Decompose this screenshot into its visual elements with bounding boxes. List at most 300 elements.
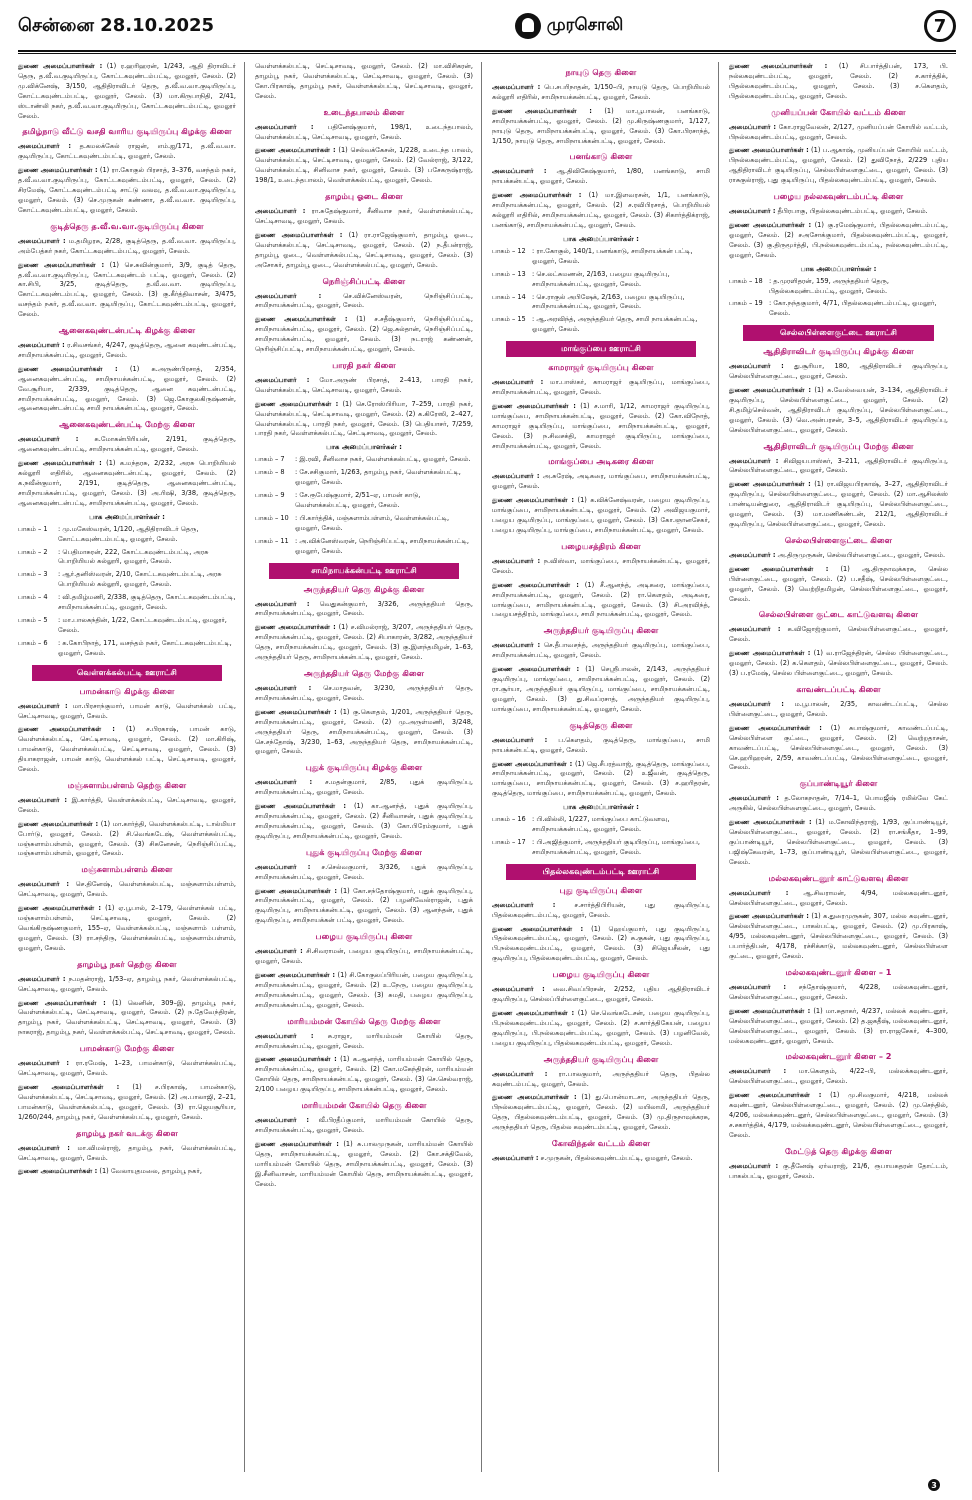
booth-number: பாகம் – 16 [492,815,526,824]
office-bearer-paragraph [492,402,710,452]
branch-heading: அருந்ததியர் தெரு மேற்கு கிளை [303,667,425,678]
branch-heading: அருந்ததியர் குடியிருப்பு கிளை [543,1053,659,1064]
member-details: தீபிரபாகு, பிதல்லகவுண்டம்பட்டி, ஓமலூர், சேலம். [777,207,928,216]
role-label: துணை அமைப்பாளர்கள் : [255,971,336,979]
member-details: ஆ.சிவராமன், 4/94, மல்லகவுண்டனூர், செல்லபிள்ளைகுட்டை, ஓமலூர், சேலம். [729,888,948,907]
office-bearer-paragraph [18,1167,236,1177]
role-label: துணை அமைப்பாளர்கள் : [255,707,337,716]
role-label: துணை அமைப்பாளர்கள் : [255,315,348,324]
office-bearer-paragraph [255,231,473,271]
office-bearer-paragraph [492,83,710,103]
office-bearer-paragraph [18,237,236,257]
office-bearer-paragraph [492,985,710,1005]
member-details: ரா.ரமேஷ், 1–23, பாமன்காடு, வெள்ளக்கல்பட்டி, செட்டிசாவடி, ஓமலூர், சேலம். [18,1059,236,1078]
member-details: கோ.ராஜவேலன், 2/127, முனியப்பன் கோயில் வட்டம், பிநல்லகவுண்டம்பட்டி, ஓமலூர், சேலம். [729,122,948,141]
office-bearer-paragraph [492,378,710,398]
member-details: (1) லெனின், 309–இ, தாழம்பூ நகர், வெள்ளக்கல்பட்டி, செட்டிசாவடி, ஓமலூர், சேலம். (2) ந.தேவேந்திரன், தாழம்பூ நகர், வெள்ளக்கல்பட்டி, செட்டிசாவடி, ஓமலூர், சேலம். (3) நாகராஜ், தாழம்பூ நகர், வெள்ளக்கல்பட்டி, செட்டிசாவடி, ஓமலூர், சேலம். [18,998,236,1037]
booth-row [492,815,710,835]
role-label: அமைப்பாளர் : [255,862,311,871]
member-details: சிவிஜயபாஸ்கர், 3–211, ஆதிதிராவிடர் குடியிருப்பு, செல்லபிள்ளைகுட்டை, ஓமலூர், சேலம். [729,456,948,475]
role-label: அமைப்பாளர் : [729,983,787,991]
role-label: அமைப்பாளர் : [492,378,544,387]
branch-heading: ஆதிதிராவிடர் குடியிருப்பு கிழக்கு கிளை [763,346,914,357]
member-details: (1) ம.கோவிந்தராஜ், 1/93, குப்பாண்டியூர், செல்லபிள்ளைகுட்டை, ஓமலூர், சேலம். (2) ரா.சங்கீதா, 1–99, குப்பாண்டியூர், செல்லபிள்ளைகுட்டை, ஓமலூர், சேலம். (3) பஜிஷ்கேவரன், 1–73, குப்பாண்டியூர், செல்லபிள்ளைகுட்டை, ஓமலூர், சேலம். [729,818,948,866]
booth-coordinator: : கோ.நந்தகுமார், 4/71, பிதல்லகவுண்டம்பட்டி, ஓமலூர், சேலம். [769,299,937,318]
role-label: அமைப்பாளர் : [255,207,306,216]
office-bearer-paragraph [729,221,948,261]
role-label: அமைப்பாளர் : [729,122,777,131]
role-label: துணை அமைப்பாளர்கள் : [18,1167,98,1176]
office-bearer-paragraph [729,983,948,1003]
booth-number: பாகம் – 8 [255,468,285,477]
role-label: துணை அமைப்பாளர்கள் : [18,998,106,1007]
role-label: அமைப்பாளர் : [255,1031,314,1040]
booth-row [255,537,473,557]
booth-row [255,514,473,534]
masthead-rule [18,50,956,54]
role-label: அமைப்பாளர் : [255,122,314,131]
member-details: செ.மாதவன், 3/230, அருந்ததியர் தெரு, சாமிநாயக்கன்பட்டி, ஓமலூர், சேலம். [255,683,473,702]
branch-heading: மஞ்சுளாம்பள்ளம் தெற்கு கிளை [67,779,187,790]
member-details: (1) சி.பார்த்திபன், 173, பி. நல்லகவுண்டம்பட்டி, ஓமலூர், சேலம். (2) ச.கார்த்திக், பிதல்லகவுண்டம்பட்டி, ஓமலூர், சேலம். (3) ச.கௌதம், பிதல்லகவுண்டம்பட்டி, ஓமலூர், சேலம். [729,62,948,100]
booth-coordinator: : இ.ரவி, சீனிவாச நகர், வெள்ளக்கல்பட்டி, ஓமலூர், சேலம். [295,455,471,464]
member-details: (1) ஜெ.சீபரத்வாஜ், குடித்தெரு, மாங்குப்பை, சாமிநாயக்கன்பட்டி, ஓமலூர், சேலம். (2) உஜீவன், குடித்தெரு, மாங்குப்பை, சாமிநாயக்கன்பட்டி, ஓமலூர், சேலம். (3) ச.ஹரிதரன், குடித்தெரு, மாங்குப்பை, சாமிநாயக்கன்பட்டி, ஓமலூர், சேலம். [492,759,710,798]
booth-row [18,525,236,545]
branch-heading: பாரதி நகர் கிளை [332,359,396,370]
branch-heading: அருந்ததியர் குடியிருப்பு கிளை [543,625,659,636]
role-label: துணை அமைப்பாளர்கள் : [18,459,102,468]
member-details: ஆ.திவிகேஷ்குமார், 1/80, பனங்காடு, சாமி நாயக்கன்பட்டி, ஓமலூர், சேலம். [492,167,710,186]
member-details: மா.பிரசாந்குமார், பாமன் காடு, வெள்ளக்கல் பட்டி, செட்டிசாவடி, ஓமலூர், சேலம். [18,701,236,720]
booth-row [18,639,236,659]
member-details: (1) ப.ஆகாஷ், முனியப்பன் கோயில் வட்டம், பிநல்லகவுண்டம்பட்டி, ஓமலூர், சேலம். (2) துவிநோத், 2/229 புதிய ஆதிதிராவிடர் குடியிருப்பு, செல்லபிள்ளைகுட்டை, ஓமலூர், சேலம். (3) ராசுகுல்ராஜ், புது குடியிருப்பு, பிதல்லகவுண்டம்பட்டி, ஓமலூர், சேலம். [729,146,948,185]
member-details: (1) ஹெய்குமார், புது குடியிருப்பு, பிதல்லகவுண்டம்பட்டி, ஓமலூர், சேலம். (2) சு.குகன், புது குடியிருப்பு, பி.நல்லகவுண்டம்பட்டி, ஓமலூர், சேலம். (3) சிஜெயசீலன், புது குடியிருப்பு, பிதல்லகவுண்டம்பட்டி, ஓமலூர், சேலம். [492,924,710,963]
role-label: அமைப்பாளர் : [729,550,776,559]
role-label: துணை அமைப்பாளர்கள் : [729,386,811,395]
role-label: அமைப்பாளர் : [492,472,540,481]
office-bearer-paragraph [18,725,236,775]
member-details: த.கமலக்கேல் ராஜன், எம்.ஐ/171, த.வீ.வ.வா. குடியிருப்பு, கோட்டகவுண்டம்பட்டி, ஓமலூர், சேலம். [18,142,236,161]
role-label: துணை அமைப்பாளர்கள் : [492,106,592,115]
branch-heading: தாழம்பூ நகர் வடக்கு கிளை [76,1127,178,1138]
role-label: அமைப்பாளர் : [255,1116,309,1125]
member-details: (1) ரா.ராஜேஷ்குமார், தாழம்பூ ஓடை, வெள்ளக்கல்பட்டி, செட்டிசாவடி, ஓமலூர், சேலம். (2) ந.தீபன்ராஜ், தாழம்பூ ஓடை, வெள்ளக்கல்பட்டி, செட்டிசாவடி, ஓமலூர், சேலம். (3) அசோகர், தாழம்பூ ஓடை, வெள்ளக்கல்பட்டி, ஓமலூர், சேலம். [255,230,473,269]
panchayat-band: மாங்குப்பை ஊராட்சி [506,341,696,357]
branch-heading: பாமன்காடு மேற்கு கிளை [79,1043,175,1054]
member-details: (1) க.மந்தரசு, 2/232, அரசு பொறியியல் கல்லூரி எதிரில், ஆனைகவுண்டன்பட்டி, ஓமலூர், சேலம். (2) க.நவீன்குமார், 2/191, குடித்தெரு, ஆனைகவுண்டன்பட்டி, சாமிநாயக்கன்பட்டி, ஓமலூர், சேலம். (3) அ.ரிஷி, 3/38, குடித்தெரு, ஆனைகவுண்டன்பட்டி, சாமிநாயக்கன்பட்டி, ஓமலூர், சேலம். [18,459,236,507]
member-details: அ.திருமுருகன், செல்லபிள்ளைகுட்டை, ஓமலூர், சேலம். [777,550,946,559]
role-label: துணை அமைப்பாளர்கள் : [18,166,98,175]
role-label: அமைப்பாளர் : [729,794,779,803]
booth-row [492,315,710,335]
member-details: சு.ராஜா, மாரியம்மன் கோயில் தெரு, சாமிநாயக்கன்பட்டி, ஓமலூர், சேலம். [255,1031,473,1050]
booth-number: பாகம் – 5 [18,615,48,624]
booth-coordinator: : த.முரளிதரன், 159, அருந்ததியர் தெரு, பிதல்லகவுண்டம்பட்டி, ஓமலூர், சேலம். [769,276,889,295]
booth-row [729,299,948,319]
booth-coordinator: : க.கோபிநாத், 171, வசந்தம் நகர், கோட்டகவுண்டம்பட்டி, ஓமலூர், சேலம். [58,638,232,657]
role-label: அமைப்பாளர் : [492,900,556,909]
member-details: (1) ஏ.பூபால், 2–179, வெள்ளக்கல் பட்டி, மஞ்சுளாம்பள்ளம், செட்டிசாவடி, ஓமலூர், சேலம். (2) வெங்கிருஷ்ணகுமார், 155–ஏ, வெள்ளக்கல்பட்டி, மஞ்சுளாம் பள்ளம், ஓமலூர், சேலம். (3) ரா.சந்திரு, வெள்ளக்கல்பட்டி, மஞ்சுளாம்பள்ளம், ஓமலூர், சேலம். [18,904,236,952]
panchayat-band: செல்லபிள்ளைகுட்டை ஊராட்சி [743,325,934,341]
booth-coordinator: : பி.கார்த்திக், மஞ்சுளாம்பள்ளம், வெள்ளக்கல்பட்டி, ஓமலூர், சேலம். [295,513,450,532]
booth-number: பாகம் – 17 [492,837,526,846]
office-bearer-paragraph [18,1144,236,1164]
role-label: துணை அமைப்பாளர்கள் : [729,480,811,489]
booth-row [18,570,236,590]
booth-number: பாகம் – 19 [729,299,763,308]
office-bearer-paragraph [255,971,473,1011]
member-details: செ.விக்னேஸ்வரன், நெரிஞ்சிப்பட்டி, சாமிநாயக்கன்பட்டி, ஓமலூர், சேலம். [255,291,473,310]
booth-coordinator: : சே.ரூபேஷ்குமார், 2/51–ஏ, பாமன் காடு, வெள்ளக்கல்பட்டி, ஓமலூர், சேலம். [295,491,421,509]
member-details: மா.விமல்ராஜ், தாழம்பூ நகர், வெள்ளக்கல்பட்டி, செட்டிசாவடி, ஓமலூர், சேலம். [18,1143,236,1162]
office-bearer-paragraph [729,480,948,530]
branch-heading: நாயுடு தெரு கிளை [565,67,637,77]
column-4 [729,62,956,1472]
member-details: ந.விஸ்வா, மாங்குப்பை, சாமிநாயக்கன்பட்டி, ஓமலூர், சேலம். [492,556,710,575]
member-details: (1) கு.கௌதம், 1/201, அருந்ததியர் தெரு, சாமிநாயக்கன்பட்டி, ஓமலூர், சேலம். (2) மு.அருள்மணி, 3/248, அருந்ததியர் தெரு, சாமிநாயக்கன்பட்டி, ஓமலூர், சேலம். (3) செ.சந்தோஷ், 3/230, 1–63, அருந்ததியர் தெரு, சாமிநாயக்கன்பட்டி, ஓமலூர், சேலம். [255,707,473,756]
member-details: பதினேஷ்குமார், 198/1, உடைந்தபாலம், வெள்ளக்கல்பட்டி, செட்டிசாவடி, ஓமலூர், சேலம். [255,122,473,141]
booth-row [492,838,710,858]
role-label: அமைப்பாளர் : [492,556,541,565]
booth-coordinator: : அ.விக்னேஸ்வரன், நெரிஞ்சிப்பட்டி, சாமிநாயக்கன்பட்டி, ஓமலூர், சேலம். [295,536,470,555]
role-label: துணை அமைப்பாளர்கள் : [492,496,575,505]
branch-heading: தாழம்பு ஓடை கிளை [325,191,403,202]
booth-subheading: பாக அமைப்பாளர்கள் : [563,234,639,243]
branch-heading: காவண்டப்பட்டி கிளை [796,683,881,694]
branch-heading: நெரிஞ்சிப்பட்டி கிளை [322,275,406,286]
member-details: (1) ச.சதீஷ்குமார், நெரிஞ்சிப்பட்டி, சாமிநாயக்கன்பட்டி, ஓமலூர், சேலம். (2) ஜெ.சுல்தான், நெரிஞ்சிப்பட்டி, சாமிநாயக்கன்பட்டி, ஓமலூர், சேலம். (3) நடராஜ் கண்ணன், நெரிஞ்சிப்பட்டி, சாமிநாயக்கன்பட்டி, ஓமலூர், சேலம். [255,315,473,354]
role-label: துணை அமைப்பாளர்கள் : [255,886,337,895]
member-details: ம.பூபாலன், 2/35, காவண்டப்பட்டி, செல்ல பிள்ளைகுட்டை, ஓமலூர், சேலம். [729,699,948,718]
role-label: துணை அமைப்பாளர்கள் : [255,623,336,632]
member-details: ச.செல்வகுமார், 3/326, புதுக் குடியிருப்பு, சாமிநாயக்கன்பட்டி, ஓமலூர், சேலம். [255,862,473,881]
office-bearer-paragraph [18,341,236,361]
role-label: அமைப்பாளர் : [18,435,79,444]
office-bearer-paragraph [492,641,710,661]
member-details: செ.தினேஷ், வெள்ளக்கல்பட்டி, மஞ்சுளாம்பள்ளம், செட்டிசாவடி, ஓமலூர், சேலம். [18,880,236,899]
role-label: அமைப்பாளர் : [729,625,781,634]
role-label: துணை அமைப்பாளர்கள் : [18,725,115,734]
office-bearer-paragraph [729,386,948,436]
member-details: (1) ரா.கோகுல் பிரசாத், 3–376, வசந்தம் நகர், த.வீ.வ.வா.குடியிருப்பு, கோட்டகவுண்டம்பட்டி, ஓமலூர், சேலம். (2) சிரமேஷ், கோட்டகவுண்டம்பட்டி சாட்டு வலவு, த.வீ.வ.வா.குடியிருப்பு, ஓமலூர், சேலம். (3) செ.முருகன் கண்ணா, த.வீ.வ.வா. குடியிருப்பு, கோட்டகவுண்டம்பட்டி, ஓமலூர், சேலம். [18,166,236,214]
office-bearer-paragraph [729,889,948,909]
member-details: ரா.சுதேஷ்குமார், சீனிவாச நகர், வெள்ளக்கல்பட்டி, செட்டிசாவடி, ஓமலூர், சேலம். [255,207,473,225]
member-details: (1) ச.விமல்ராஜ், 3/207, அருந்ததியர் தெரு, சாமிநாயக்கன்பட்டி, ஓமலூர், சேலம். (2) சிபாகாரன், 3/282, அருந்ததியர் தெரு, சாமிநாயக்கன்பட்டி, ஓமலூர், சேலம். (3) கு.இளந்தமிழன், 1–63, அருந்ததியர் தெரு, சாமிநாயக்கன்பட்டி, ஓமலூர், சேலம். [255,623,473,662]
member-details: து.சூரியா, 180, ஆதிதிராவிடர் குடியிருப்பு, செல்லபிள்ளைகுட்டை, ஓமலூர், சேலம். [729,362,948,381]
booth-row [492,293,710,313]
role-label: துணை அமைப்பாளர்கள் : [492,1009,575,1017]
branch-heading: ஆனைகவுண்டன்பட்டி மேற்கு கிளை [59,419,195,430]
branch-heading: அருந்ததியர் தெரு கிழக்கு கிளை [303,583,425,594]
branch-heading: மாரியம்மன் கோயில் தெரு கிளை [301,1100,427,1111]
booth-coordinator: : மா.பாலசுந்தின், 1/22, கோட்டகவுண்டம்பட்டி, ஓமலூர், சேலம். [58,615,227,634]
office-bearer-paragraph [729,565,948,605]
office-bearer-paragraph [255,315,473,355]
footer-page-number: 3 [928,1479,940,1491]
role-label: அமைப்பாளர் : [729,1161,779,1170]
office-bearer-paragraph [492,191,710,231]
office-bearer-paragraph [729,625,948,645]
role-label: துணை அமைப்பாளர்கள் : [729,62,828,70]
branch-heading: ஆனைகவுண்டன்பட்டி கிழக்கு கிளை [58,325,196,336]
branch-heading: புதுக் குடியிருப்பு மேற்கு கிளை [306,846,422,857]
role-label: துணை அமைப்பாளர்கள் : [729,723,822,732]
role-label: துணை அமைப்பாளர்கள் : [492,665,580,674]
office-bearer-paragraph [255,802,473,842]
member-details: (1) மா.சுதாகர், 4/237, மல்லக் கவுண்டனூர், செல்லபிள்ளைகுட்டை, ஓமலூர், சேலம். (2) த.ஜகதீஷ், மல்லகவுண்டனூர், செல்லபிள்ளைகுட்டை, ஓமலூர், சேலம். (3) ரா.ராஜசேகர், 4–300, மல்லகவுண்டனூர், ஓமலூர், சேலம். [729,1006,948,1045]
booth-row [255,468,473,488]
office-bearer-paragraph [18,796,236,816]
booth-subheading: பாக அமைப்பாளர்கள் : [326,443,402,452]
role-label: துணை அமைப்பாளர்கள் : [729,649,811,658]
booth-number: பாகம் – 15 [492,315,526,324]
member-details: (1) மா.கார்த்தி, வெள்ளக்கல்பட்டி, டால்மியா போர்டு, ஓமலூர், சேலம். (2) சி.வெங்கடேஷ், வெள்ளக்கல்பட்டி, மஞ்சுளாம்பள்ளம், ஓமலூர், சேலம். (3) சிகனேசன், நெரிஞ்சிப்பட்டி, மஞ்சுளாம்பள்ளம், ஓமலூர், சேலம். [18,819,236,858]
booth-number: பாகம் – 2 [18,547,48,556]
member-details: க.மோகன்பிரியன், 2/191, குடித்தெரு, ஆனைகவுண்டன்பட்டி, சாமிநாயக்கன்பட்டி, ஓமலூர், சேலம். [18,435,236,454]
paper-logo-icon [515,13,541,39]
booth-subheading: பாக அமைப்பாளர்கள் : [563,803,639,812]
role-label: அமைப்பாளர் : [492,167,547,176]
role-label: துணை அமைப்பாளர்கள் : [255,1055,337,1064]
office-bearer-paragraph [492,107,710,147]
booth-number: பாகம் – 6 [18,638,48,647]
member-details: (1) சி.கோகுலப்பிரியன், பழைய குடியிருப்பு, சாமிநாயக்கன்பட்டி, ஓமலூர், சேலம். (2) உ.நேரு, பழைய குடியிருப்பு, சாமிநாயக்கன்பட்டி, ஓமலூர், சேலம். (3) சுமதி, பழைய குடியிருப்பு, சாமிநாயக்கன்பட்டி, ஓமலூர், சேலம். [255,971,473,1009]
role-label: துணை அமைப்பாளர்கள் : [255,399,339,408]
office-bearer-paragraph [18,702,236,722]
role-label: அமைப்பாளர் : [729,1067,787,1076]
role-label: துணை அமைப்பாளர்கள் : [255,230,343,239]
branch-heading: மல்லகவுண்டனூர் கிளை – 1 [785,967,892,977]
office-bearer-paragraph [729,794,948,814]
booth-subheading: பாக அமைப்பாளர்கள் : [800,264,877,273]
booth-number: பாகம் – 4 [18,593,48,602]
role-label: அமைப்பாளர் : [729,888,789,897]
member-details: ச.மதன்குமார், 2/85, புதுக் குடியிருப்பு, சாமிநாயக்கன்பட்டி, ஓமலூர், சேலம். [255,778,473,797]
role-label: அமைப்பாளர் : [255,947,303,956]
role-label: அமைப்பாளர் : [255,599,310,608]
booth-number: பாகம் – 7 [255,455,285,464]
office-bearer-paragraph [18,261,236,320]
office-bearer-paragraph [729,912,948,962]
office-bearer-paragraph [492,665,710,715]
office-bearer-paragraph [729,818,948,868]
booth-number: பாகம் – 1 [18,524,48,533]
branch-heading: புது குடியிருப்பு கிளை [559,884,643,895]
member-details: (1) க.ஆனந்த், மாரியம்மன் கோயில் தெரு, சாமிநாயக்கன்பட்டி, ஓமலூர், சேலம். (2) கோ.மகேந்திரன், மாரியம்மன் கோயில் தெரு, சாமிநாயக்கன்பட்டி, ஓமலூர், சேலம். (3) செ.செல்வராஜ், 2/100 பழைய குடியிருப்பு, சாமிநாயக்கன்பட்டி, ஓமலூர், சேலம். [255,1055,473,1094]
booth-coordinator: : வி.தமிழ்மணி, 2/338, குடித்தெரு, கோட்டகவுண்டம்பட்டி, சாமிநாயக்கன்பட்டி, ஓமலூர், சேலம். [58,593,236,612]
member-details: (1) சுபாஷ்குமார், காவண்டப்பட்டி, செல்லபிள்ளை குட்டை, ஓமலூர், சேலம். (2) வெற்றதாசன், காவண்டப்பட்டி, செல்லபிள்ளைகுட்டை, ஓமலூர், சேலம். (3) செ.ஹரிஹரன், 2/59, காவண்டப்பட்டி, செல்லபிள்ளைகுட்டை, ஓமலூர், சேலம். [729,723,948,772]
role-label: அமைப்பாளர் : [492,1069,548,1078]
office-bearer-paragraph [729,1091,948,1141]
branch-heading: கோவிந்தன் வட்டம் கிளை [551,1138,651,1149]
office-bearer-paragraph [492,496,710,536]
column-3 [492,62,719,1472]
role-label: அமைப்பாளர் : [729,699,784,708]
member-details: (1) ரா.விஜயபிரகாஷ், 3–27, ஆதிதிராவிடர் குடியிருப்பு, செல்லபிள்ளைகுட்டை, ஓமலூர், சேலம். (2) மா.ஆசிலக்ஸ் பாண்டியன்துரை, ஆதிதிராவிடர் குடியிருப்பு, செல்லபிள்ளைகுட்டை, ஓமலூர், சேலம். (3) மா.மணிகண்டன், 212/1, ஆதிதிராவிடர் குடியிருப்பு, செல்லபிள்ளைகுட்டை, ஓமலூர், சேலம். [729,480,948,528]
office-bearer-paragraph [18,904,236,954]
booth-row [492,270,710,290]
member-details: (1) ர.ஹரிஹரன், 1/243, ஆதி திராவிடர் தெரு, த.வீ.வ.குடியிருப்பு, கோட்டகவுண்டம்பட்டி, ஓமலூர், சேலம். (2) மு.விக்னேஷ், 3/150, ஆதிதிராவிடர் தெரு, த.வீ.வ.வா.குடியிருப்பு, கோட்டகவுண்டம்பட்டி, ஓமலூர், சேலம். (3) மா.கிருபாநிதி, 2/41, ஸ்டாண்லி நகர், த.வீ.வ.வா.குடியிருப்பு, கோட்டகவுண்டம்பட்டி, ஓமலூர் சேலம். [18,62,236,120]
member-details: ர.சிவசங்கர், 4/247, குடித்தெரு, ஆனை கவுண்டன்பட்டி, சாமிநாயக்கன்பட்டி, ஓமலூர், சேலம். [18,341,236,359]
masthead [18,8,956,44]
branch-heading: குடித்தெரு கிளை [569,719,633,730]
member-details: சி.சிவராமன், பழைய குடியிருப்பு, சாமிநாயக்கன்பட்டி, ஓமலூர், சேலம். [255,947,473,966]
member-details: (1) க.விக்னேஷ்வரன், பழைய குடியிருப்பு, மாங்குப்பை, சாமிநாயக்கன்பட்டி, ஓமலூர், சேலம். (2) அவிஜயகுமார், பழைய குடியிருப்பு, மாங்குப்பை, ஓமலூர், சேலம். (3) கோ.ஞானசேகர், பழைய குடியிருப்பு, மாங்குப்பை, சாமிநாயக்கன்பட்டி, ஓமலூர், சேலம். [492,496,710,534]
office-bearer-paragraph [255,1032,473,1052]
branch-heading: பழையசத்திரம் கிளை [561,540,641,551]
role-label: துணை அமைப்பாளர்கள் : [18,1082,120,1091]
role-label: அமைப்பாளர் : [492,735,548,744]
booth-coordinator: : ஆர்.தனிஸ்வரன், 2/10, கோட்டகவுண்டம்பட்டி, அரசு பொறியியல் கல்லூரி, ஓமலூர், சேலம். [58,570,222,589]
member-details: க.விஜோஜ்குமார், செல்லபிள்ளைகுட்டை, ஓமலூர், சேலம். [729,625,948,644]
member-details: செ.தீபாவசந்த், அருந்ததியர் குடியிருப்பு, மாங்குப்பை, சாமிநாயக்கன்பட்டி, ஓமலூர், சேலம். [492,641,710,660]
booth-coordinator: : செ.ராகுல் அபிஷேக், 2/163, பழைய குடியிருப்பு, சாமிநாயக்கன்பட்டி, ஓமலூர், சேலம். [532,292,685,311]
member-details: (1) க.அருண்பிரசாத், 2/354, ஆனைகவுண்டன்பட்டி, சாமிநாயக்கன்பட்டி, ஓமலூர், சேலம். (2) வே.சூரியா, 2/339, குடித்தெரு, ஆனை கவுண்டன்பட்டி, சாமிநாயக்கன்பட்டி, ஓமலூர், சேலம். (3) ஜெ.கோகுலகிருஷ்ணன், ஆனைகவுண்டன்பட்டி சாமி நாயக்கன்பட்டி, ஓமலூர், சேலம். [18,364,236,413]
role-label: துணை அமைப்பாளர்கள் : [18,904,102,913]
paper-name-block [515,13,624,39]
office-bearer-paragraph [255,887,473,927]
member-details: பெ.சபரிநாதன், 1/150–பி, நாயுடு தெரு, பொறியியல் கல்லூரி எதிரில், சாமிநாயக்கன்பட்டி, ஓமலூர், சேலம். [492,83,710,101]
office-bearer-paragraph [18,999,236,1039]
office-bearer-paragraph [492,1070,710,1090]
booth-coordinator: : பி.அஜித்குமார், அருந்ததியர் குடியிருப்பு, மாங்குப்பை, சாமிநாயக்கன்பட்டி, ஓமலூர், சேலம். [532,837,700,856]
branch-heading: தாழம்பூ நகர் தெற்கு கிளை [77,958,177,969]
office-bearer-paragraph [18,435,236,455]
office-bearer-paragraph [18,975,236,995]
office-bearer-paragraph [18,1059,236,1079]
member-details: (1) க.துரைமுருகன், 307, மல்ல கவுண்டனூர், செல்லபிள்ளைகுட்டை, பாகல்பட்டி, ஓமலூர், சேலம். (2) மு.பிரகாஷ், 4/95, மல்லகவுண்டனூர், செல்லபிள்ளைகுட்டை, ஓமலூர், சேலம். (3) பபார்த்திபன், 4/178, ரச்சிக்காடு, மல்லகவுண்டனூர், செல்லபிள்ளை குட்டை, ஓமலூர், சேலம். [729,912,948,961]
role-label: துணை அமைப்பாளர்கள் : [729,912,809,921]
member-details: (1) ச.பிரகாஷ், பாமன் காடு, வெள்ளக்கல்பட்டி, செட்டிசாவடி, ஓமலூர், சேலம். (2) மா.கிரிஷ், பாமன்காடு, வெள்ளக்கல்பட்டி, செட்டிசாவடி, ஓமலூர், சேலம். (3) தியாகராஜன், பாமன் காடு, வெள்ளக்கல் பட்டி, செட்டிசாவடி, ஓமலூர், சேலம். [18,725,236,774]
member-details: வை.சிவப்பிரசன், 2/252, புதிய ஆதிதிராவிடர் குடியிருப்பு, செல்லப்பிள்ளைகுட்டை, ஓமலூர், சேலம். [492,985,710,1004]
role-label: துணை அமைப்பாளர்கள் : [729,1006,811,1015]
role-label: துணை அமைப்பாளர்கள் : [492,191,582,200]
role-label: துணை அமைப்பாளர்கள் : [729,564,829,573]
column-2 [255,62,482,1472]
member-details: வீ.பிரதீப்குமார், மாரியம்மன் கோயில் தெரு, சாமிநாயக்கன்பட்டி, ஓமலூர், சேலம். [255,1116,473,1134]
office-bearer-paragraph [255,684,473,704]
office-bearer-paragraph [729,1067,948,1087]
branch-heading: மஞ்சுளாம்பள்ளம் கிளை [81,864,173,875]
member-details: (1) சு.வேல்வையன், 3–134, ஆதிதிராவிடர் குடியிருப்பு, செல்லபிள்ளைகுட்டை, ஓமலூர், சேலம். (2) சி.தமிழ்செல்வன், ஆதிதிராவிடர் குடியிருப்பு, செல்லபிள்ளைகுட்டை, ஓமலூர், சேலம். (3) வெ.அன்பரசன், 3–5, ஆதிதிராவிடர் குடியிருப்பு, செல்லபிள்ளைகுட்டை, ஓமலூர், சேலம். [729,386,948,434]
branch-heading: முனியப்பன் கோயில் வட்டம் கிளை [771,106,906,117]
role-label: துணை அமைப்பாளர்கள் : [729,1091,822,1100]
member-details: (1) கோ.சந்தோஷ்குமார், புதுக் குடியிருப்பு, சாமிநாயக்கன்பட்டி, ஓமலூர், சேலம். (2) பழனிவேல்ராஜன், புதுக் குடியிருப்பு, சாமிநாயக்கன்பட்டி, ஓமலூர், சேலம். (3) ஆனந்தன், புதுக் குடியிருப்பு, சாமிநாயக்கன் பட்டி, ஓமலூர், சேலம். [255,886,473,925]
member-details: (1) மா.இளவரசன், 1/1, பனங்காடு, சாமிநாயக்கன்பட்டி, ஓமலூர், சேலம். (2) ச.ரவிபிரசாத், பொறியியல் கல்லூரி எதிரில், சாமிநாயக்கன்பட்டி, ஓமலூர், சேலம். (3) சிகார்த்திக்ராஜ், பனங்காடு, சாமிநாயக்கன்பட்டி, ஓமலூர், சேலம். [492,191,710,229]
office-bearer-paragraph [255,947,473,967]
branch-heading: பாமன்காடு கிழக்கு கிளை [79,685,175,696]
role-label: அமைப்பாளர் : [18,701,68,710]
office-bearer-paragraph [18,459,236,509]
booth-number: பாகம் – 11 [255,536,289,545]
member-details: (1) து.பொன்மாடசா, அருந்ததியர் தெரு, பிநல்லகவுண்டம்பட்டி, ஓமலூர், சேலம். (2) மயிலாமி, அருந்ததியர் தெரு, பிதல்லகவுண்டம்பட்டி, ஓமலூர், சேலம். (3) மு.திருநாவுக்கரசு, அருந்ததியர் தெரு, பிதல்ல கவுண்டம்பட்டி, ஓமலூர், சேலம். [492,1093,710,1132]
member-details: (1) ஆ.திருநாவுக்கரசு, செல்ல பிள்ளைகுட்டை, ஓமலூர், சேலம். (2) ப.சதீஷ், செல்லபிள்ளைகுட்டை, ஓமலூர், சேலம். (3) வெற்றிதமிழன், செல்லபிள்ளைகுட்டை, ஓமலூர், சேலம். [729,564,948,603]
booth-coordinator: : பி.வில்லி, 1/227, மாங்குப்பை காட்டுவளவு, சாமிநாயக்கன்பட்டி, ஓமலூர், சேலம். [532,815,670,834]
role-label: அமைப்பாளர் : [18,236,66,245]
member-details: ரா.பாலகுமார், அருந்ததியர் தெரு, பிதல்ல கவுண்டம்பட்டி, ஓமலூர், சேலம். [492,1069,710,1088]
role-label: துணை அமைப்பாளர்கள் : [255,146,336,155]
office-bearer-paragraph [729,457,948,477]
role-label: அமைப்பாளர் : [255,778,313,787]
booth-row [18,593,236,613]
office-bearer-paragraph [729,62,948,102]
office-bearer-paragraph [255,62,473,102]
branch-heading: ஆதிதிராவிடர் குடியிருப்பு மேற்கு கிளை [763,440,914,451]
role-label: துணை அமைப்பாளர்கள் : [255,802,346,811]
member-details: மா.கௌதம், 4/22–பி, மல்லக்கவுண்டனூர், செல்லபிள்ளைகுட்டை, ஓமலூர், சேலம். [729,1067,948,1086]
role-label: துணை அமைப்பாளர்கள் : [492,1093,577,1102]
branch-heading: மாங்குப்பை அடிகரை கிளை [548,456,654,467]
booth-number: பாகம் – 18 [729,276,763,285]
office-bearer-paragraph [18,1083,236,1123]
member-details: (1) செ.ரோஸ்பிரியா, 7–259, பாரதி நகர், வெள்ளக்கல்பட்டி, செட்டிசாவடி, ஓமலூர், சேலம். (2) க.கிரேஸி, 2–427, வெள்ளக்கல்பட்டி, பாரதி நகர், ஓமலூர், சேலம். (3) பெதியாசர், 7/259, பாரதி நகர், வெள்ளக்கல்பட்டி, செட்டிசாவடி, ஓமலூர், சேலம். [255,399,473,438]
member-details: (1) செ.வெங்கடேசன், பழைய குடியிருப்பு, பி.நல்லகவுண்டம்பட்டி, ஓமலூர், சேலம். (2) ச.கார்த்திகேயன், பழைய குடியிருப்பு, பி.நல்லகவுண்டம்பட்டி, ஓமலூர், சேலம். (3) பழனிவேல், பழைய குடியிருப்பு, பிதல்லகவுண்டம்பட்டி, ஓமலூர், சேலம். [492,1009,710,1047]
member-details: (1) கா.ஆனந்த், புதுக் குடியிருப்பு, சாமிநாயக்கன்பட்டி, ஓமலூர், சேலம். (2) சீனிவாசன், புதுக் குடியிருப்பு, சாமிநாயக்கன்பட்டி, ஓமலூர், சேலம். (3) கோ.பிரேம்குமார், புதுக் குடியிருப்பு, சாமிநாயக்கன்பட்டி, ஓமலூர், சேலம். [255,802,473,840]
office-bearer-paragraph [492,472,710,492]
office-bearer-paragraph [492,760,710,800]
member-details: கு.தீனேஷ் ஏர்வராஜ், 21/6, ரூபாயகதரன் தோட்டம், பாகல்பட்டி, ஓமலூர், சேலம். [729,1161,948,1180]
booth-coordinator: : மு.மகேஸ்வரன், 1/120, ஆதிதிராவிடர் தெரு, கோட்டகவுண்டம்பட்டி, ஓமலூர், சேலம். [58,524,199,543]
office-bearer-paragraph [492,1154,710,1164]
booth-row [255,491,473,511]
booth-coordinator: : பெதிமாசுரன், 222, கோட்டகவுண்டம்பட்டி, அரசு பொறியியல் கல்லூரி, ஓமலூர், சேலம். [58,547,209,566]
member-details: (1) வ.ராஜேந்திரன், செல்ல பிள்ளைகுட்டை, ஓமலூர், சேலம். (2) க.கௌதம், செல்லபிள்ளைகுட்டை, ஓமலூர், சேலம். (3) ப.ரமேஷ், செல்ல பிள்ளைகுட்டை, ஓமலூர், சேலம். [729,649,948,678]
office-bearer-paragraph [492,925,710,965]
booth-coordinator: : ரா.கோகுல், 140/1, பனங்காடு, சாமிநாயக்கன் பட்டி, ஓமலூர், சேலம். [532,246,693,265]
role-label: துணை அமைப்பாளர்கள் : [492,924,584,933]
role-label: துணை அமைப்பாளர்கள் : [18,364,118,373]
member-details: (1) மு.சிவகுமார், 4/218, மல்லக் கவுண்டனூர், செல்லபிள்ளைகுட்டை, ஓமலூர், சேலம். (2) மு.செந்தில், 4/206, மல்லக்கவுண்டனூர், செல்லபிள்ளைகுட்டை, ஓமலூர், சேலம். (3) ச.சகார்த்திக், 4/179, மல்லக்கவுண்டனூர், செல்லபிள்ளைகுட்டை, ஓமலூர், சேலம். [729,1091,948,1139]
member-details: (1) கு.ரமேஷ்குமார், பிதல்லகவுண்டம்பட்டி, ஓமலூர், சேலம். (2) சஅசோக்குமார், பிதல்லகவுண்டம்பட்டி, ஓமலூர், சேலம். (3) கு.திருமூர்த்தி, பி.நல்லகவுண்டம்பட்டி, நல்லகவுண்டம்பட்டி, ஓமலூர், சேலம். [729,220,948,259]
booth-row [255,455,473,465]
office-bearer-paragraph [255,146,473,186]
branch-heading: பழைய நல்லகவுண்டம்பட்டி கிளை [773,191,904,202]
member-details: த.லோகநாதன், 7/14–1, பொமஜீஷ் ரமில்வே கேட் அருகில், செல்லபிள்ளைகுட்டை, ஓமலூர், சேலம். [729,794,948,813]
role-label: துணை அமைப்பாளர்கள் : [18,260,105,269]
branch-heading: தமிழ்நாடு வீட்டு வசதி வாரிய குடியிருப்பு கிழக்கு கிளை [22,126,232,137]
role-label: அமைப்பாளர் : [18,142,71,151]
booth-number: பாகம் – 9 [255,491,285,500]
branch-heading: குப்பாண்டியூர் கிளை [799,778,878,789]
panchayat-band: வெள்ளக்கல்பட்டி ஊராட்சி [32,665,222,681]
role-label: துணை அமைப்பாளர்கள் : [18,819,99,828]
booth-number: பாகம் – 14 [492,292,526,301]
office-bearer-paragraph [729,700,948,720]
office-bearer-paragraph [255,292,473,312]
office-bearer-paragraph [18,365,236,415]
office-bearer-paragraph [255,863,473,883]
role-label: அமைப்பாளர் : [492,1154,539,1163]
booth-row [18,616,236,636]
member-details: சந்தோஷ்குமார், 4/228, மல்லகவுண்டனூர், செல்லபிள்ளைகுட்டை, ஓமலூர், சேலம். [729,983,948,1001]
office-bearer-paragraph [492,167,710,187]
role-label: துணை அமைப்பாளர்கள் : [492,580,579,589]
role-label: அமைப்பாளர் : [18,1059,70,1068]
office-bearer-paragraph [729,207,948,217]
role-label: துணை அமைப்பாளர்கள் : [729,146,809,155]
panchayat-band: சாமிநாயக்கன்பட்டி ஊராட்சி [269,563,459,579]
office-bearer-paragraph [255,1055,473,1095]
office-bearer-paragraph [255,376,473,396]
branch-heading: பழைய குடியிருப்பு கிளை [552,969,650,980]
member-details: அ.சுரேஷ், அடிகரை, மாங்குப்பை, சாமிநாயக்கன்பட்டி, ஓமலூர், சேலம். [492,472,710,491]
branch-heading: மல்லகவுண்டனூர் காட்டுவளவு கிளை [768,872,909,883]
booth-coordinator: : சே.சசிகுமார், 1/263, தாழம்பூ நகர், வெள்ளக்கல்பட்டி, ஓமலூர், சேலம். [295,468,461,487]
office-bearer-paragraph [729,1162,948,1182]
role-label: அமைப்பாளர் : [18,795,67,804]
member-details: (1) வேலாயுதமலை, தாழம்பூ நகர், [99,1167,202,1176]
branch-heading: செல்லபிள்ளை குட்டை காட்டுவளவு கிளை [758,609,919,620]
